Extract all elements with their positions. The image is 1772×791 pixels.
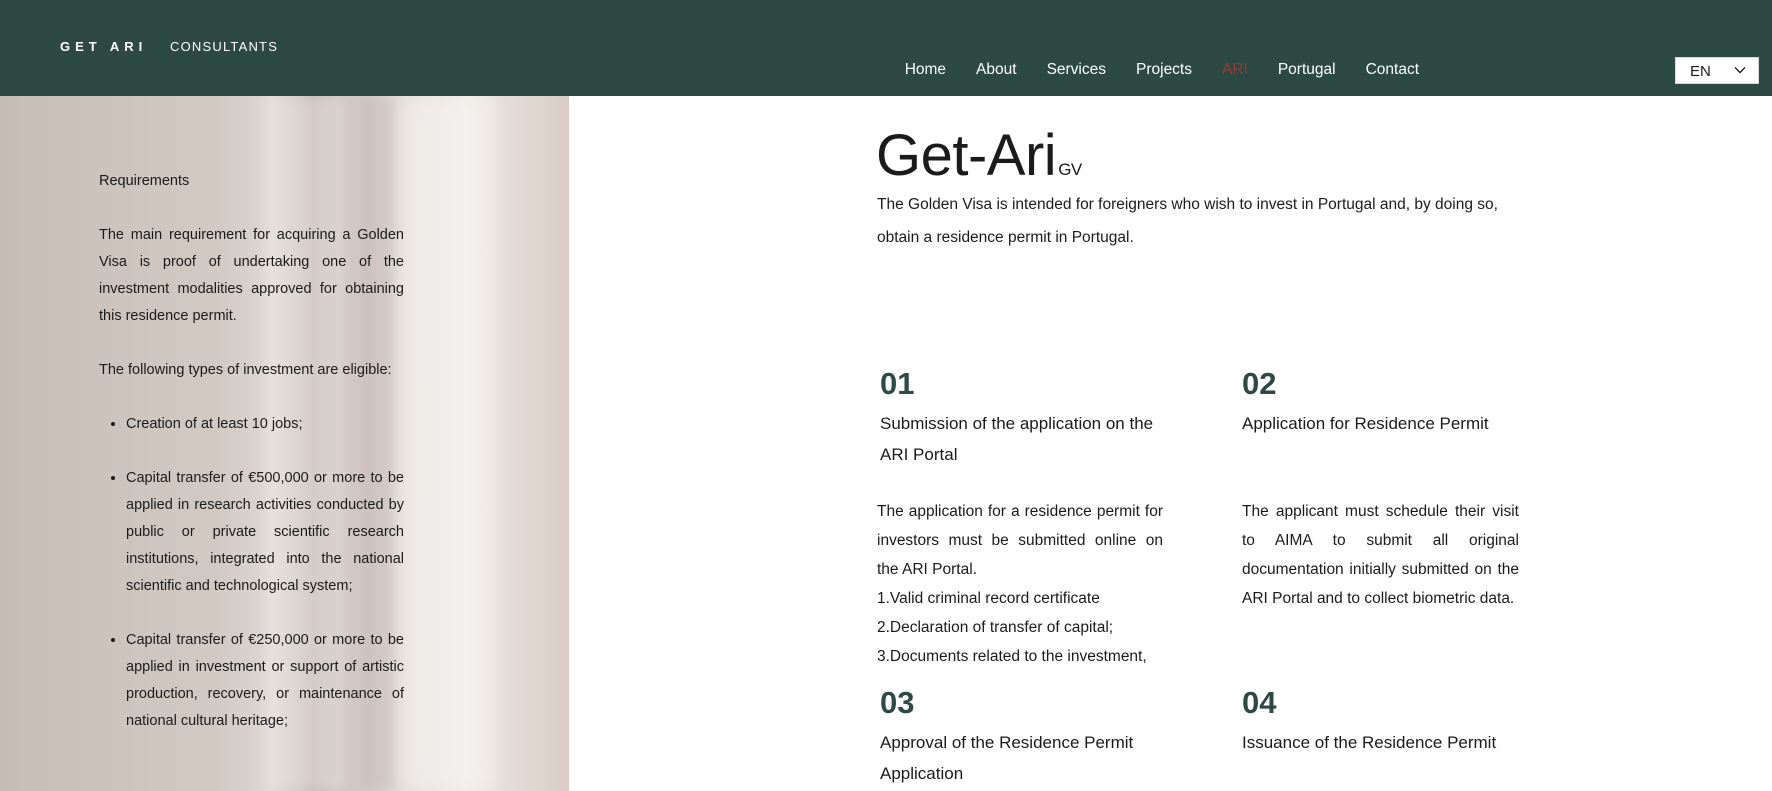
step-title: Issuance of the Residence Permit <box>1242 733 1497 752</box>
step-04 <box>1242 685 1532 758</box>
step-number: 01 <box>880 366 915 401</box>
nav-home[interactable]: Home <box>904 61 947 78</box>
list-item: 2.Declaration of transfer of capital; <box>877 619 1114 636</box>
requirements-text <box>99 168 404 762</box>
step-document-list <box>877 584 1163 671</box>
step-03 <box>880 685 1170 789</box>
requirements-types-intro: The following types of investment are eligible: <box>99 362 392 378</box>
main-nav <box>875 61 1419 79</box>
nav-about[interactable]: About <box>976 61 1017 78</box>
brand-subtitle[interactable]: CONSULTANTS <box>170 39 279 54</box>
step-description: The applicant must schedule their visit to AIMA to submit all original documentation initially submitted on the ARI Portal and to collect biometric data. <box>1242 503 1519 607</box>
nav-services[interactable]: Services <box>1046 61 1106 78</box>
list-item: • Capital transfer of €500,000 or more to be applied in research activities conducted by public or private scientific research institutions, integrated into the national scientific and technological system; <box>126 465 404 600</box>
step-description: The application for a residence permit for investors must be submitted online on the ARI Portal. <box>877 503 1163 578</box>
list-item: • Capital transfer of €250,000 or more to be applied in investment or support of artistic production, recovery, or maintenance of national cultural heritage; <box>126 627 404 735</box>
language-select[interactable] <box>1675 57 1759 84</box>
step-number: 02 <box>1242 366 1277 401</box>
investment-list <box>99 411 404 735</box>
requirements-title: Requirements <box>99 173 190 189</box>
page-title <box>876 122 1082 189</box>
requirements-intro: The main requirement for acquiring a Golden Visa is proof of undertaking one of the investment modalities approved for obtaining this residence permit. <box>99 227 404 324</box>
chevron-down-icon <box>1734 64 1746 76</box>
step-01-body <box>877 497 1163 671</box>
nav-projects[interactable]: Projects <box>1136 61 1192 78</box>
step-number: 04 <box>1242 685 1277 720</box>
background-light-streak <box>400 96 495 791</box>
brand-logo[interactable]: GET ARI <box>60 39 148 54</box>
list-item: 3.Documents related to the investment, <box>877 648 1147 665</box>
list-item: 1.Valid criminal record certificate <box>877 590 1100 607</box>
step-number: 03 <box>880 685 915 720</box>
list-item: • Creation of at least 10 jobs; <box>126 411 404 438</box>
step-02-body <box>1242 497 1519 613</box>
step-title: Application for Residence Permit <box>1242 414 1489 433</box>
requirements-panel <box>0 96 569 791</box>
step-01 <box>880 366 1170 470</box>
page-title-main: Get-Ari <box>876 123 1057 188</box>
nav-ari[interactable]: ARI <box>1222 61 1248 78</box>
language-label: EN <box>1690 63 1711 80</box>
step-title: Approval of the Residence Permit Application <box>880 733 1134 783</box>
step-02 <box>1242 366 1532 439</box>
nav-portugal[interactable]: Portugal <box>1277 61 1336 78</box>
site-header <box>0 0 1772 96</box>
page-description: The Golden Visa is intended for foreigners who wish to invest in Portugal and, by doing so, obtain a residence permit in Portugal. <box>877 196 1498 246</box>
nav-contact[interactable]: Contact <box>1365 61 1419 78</box>
page-title-sup: GV <box>1058 160 1082 179</box>
step-title: Submission of the application on the ARI Portal <box>880 414 1154 464</box>
